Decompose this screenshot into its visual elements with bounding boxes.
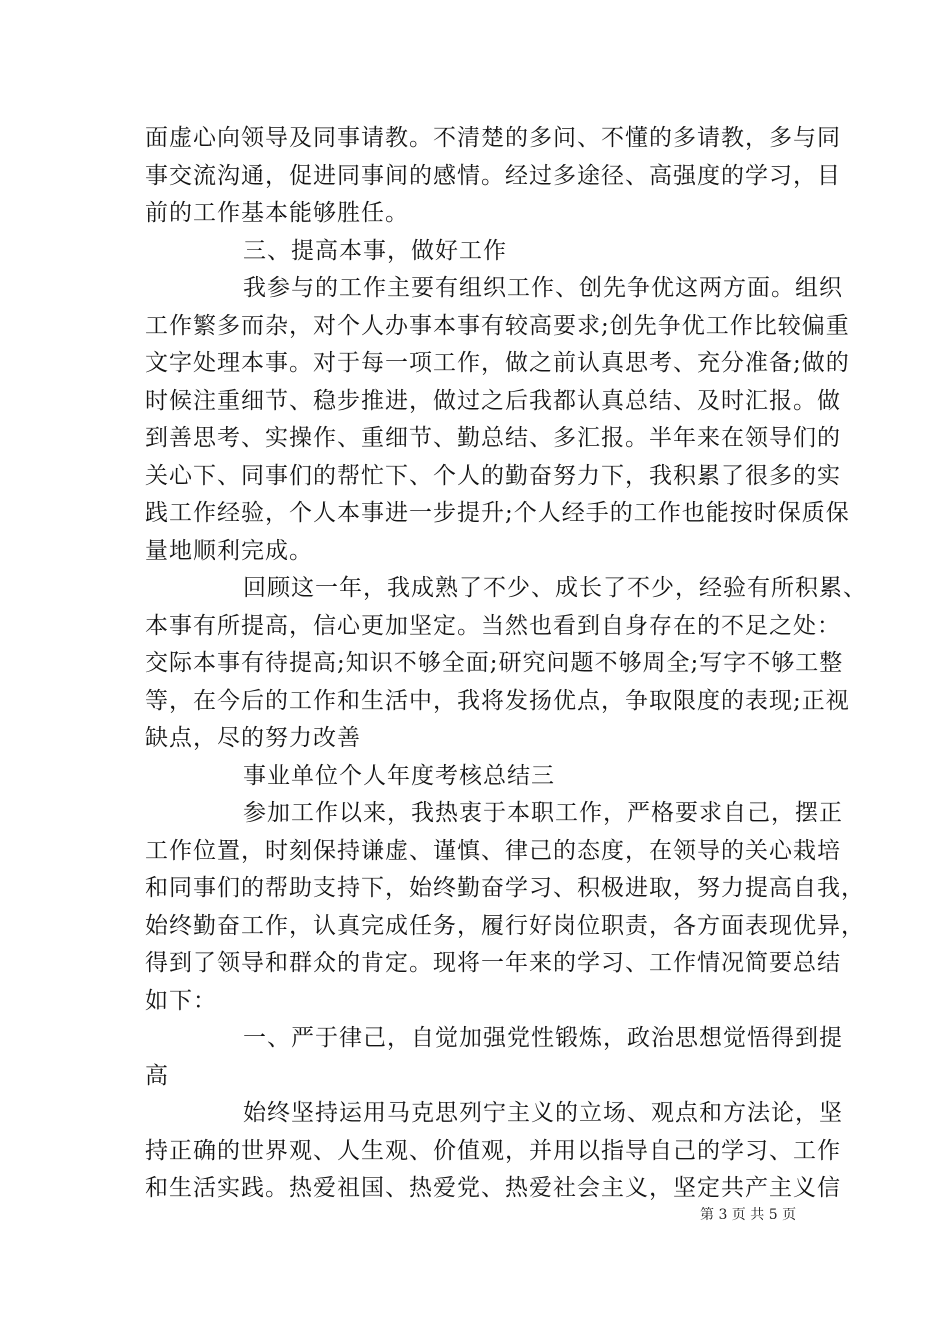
text-line: 持正确的世界观、人生观、价值观，并用以指导自己的学习、工作 xyxy=(145,1137,841,1164)
page-number: 第 3 页 共 5 页 xyxy=(700,1207,797,1223)
text-line: 本事有所提高，信心更加坚定。当然也看到自身存在的不足之处： xyxy=(145,612,841,639)
text-line: 工作繁多而杂，对个人办事本事有较高要求;创先争优工作比较偏重 xyxy=(145,312,850,339)
text-line: 文字处理本事。对于每一项工作，做之前认真思考、充分准备;做的 xyxy=(145,350,850,376)
text-line: 等，在今后的工作和生活中，我将发扬优点，争取限度的表现;正视 xyxy=(145,687,850,714)
text-line: 高 xyxy=(145,1062,169,1089)
text-line: 交际本事有待提高;知识不够全面;研究问题不够周全;写字不够工整 xyxy=(145,650,844,676)
text-line: 工作位置，时刻保持谦虚、谨慎、律己的态度，在领导的关心栽培 xyxy=(145,837,841,864)
text-line: 面虚心向领导及同事请教。不清楚的多问、不懂的多请教，多与同 xyxy=(145,125,841,151)
text-line: 前的工作基本能够胜任。 xyxy=(145,200,409,226)
text-line: 时候注重细节、稳步推进，做过之后我都认真总结、及时汇报。做 xyxy=(145,387,841,414)
text-line: 始终勤奋工作，认真完成任务，履行好岗位职责，各方面表现优异， xyxy=(145,912,865,939)
text-line: 参加工作以来，我热衷于本职工作，严格要求自己，摆正 xyxy=(243,800,843,826)
text-line: 和生活实践。热爱祖国、热爱党、热爱社会主义，坚定共产主义信 xyxy=(145,1175,841,1201)
section-heading: 三、提高本事，做好工作 xyxy=(243,237,507,264)
text-line: 始终坚持运用马克思列宁主义的立场、观点和方法论，坚 xyxy=(243,1100,843,1126)
text-line: 得到了领导和群众的肯定。现将一年来的学习、工作情况简要总结 xyxy=(145,950,841,976)
text-line: 践工作经验，个人本事进一步提升;个人经手的工作也能按时保质保 xyxy=(145,500,850,526)
text-line: 量地顺利完成。 xyxy=(145,537,313,564)
text-line: 回顾这一年，我成熟了不少、成长了不少，经验有所积累、 xyxy=(243,575,867,601)
text-line: 事交流沟通，促进同事间的感情。经过多途径、高强度的学习，目 xyxy=(145,162,841,189)
text-line: 我参与的工作主要有组织工作、创先争优这两方面。组织 xyxy=(243,275,843,301)
text-line: 缺点，尽的努力改善 xyxy=(145,725,361,751)
text-line: 如下： xyxy=(145,987,217,1014)
text-line: 和同事们的帮助支持下，始终勤奋学习、积极进取，努力提高自我， xyxy=(145,875,865,901)
section-title: 事业单位个人年度考核总结三 xyxy=(243,762,555,789)
text-line: 关心下、同事们的帮忙下、个人的勤奋努力下，我积累了很多的实 xyxy=(145,462,841,489)
text-line: 到善思考、实操作、重细节、勤总结、多汇报。半年来在领导们的 xyxy=(145,425,841,451)
section-heading: 一、严于律己，自觉加强党性锻炼，政治思想觉悟得到提 xyxy=(243,1025,843,1051)
